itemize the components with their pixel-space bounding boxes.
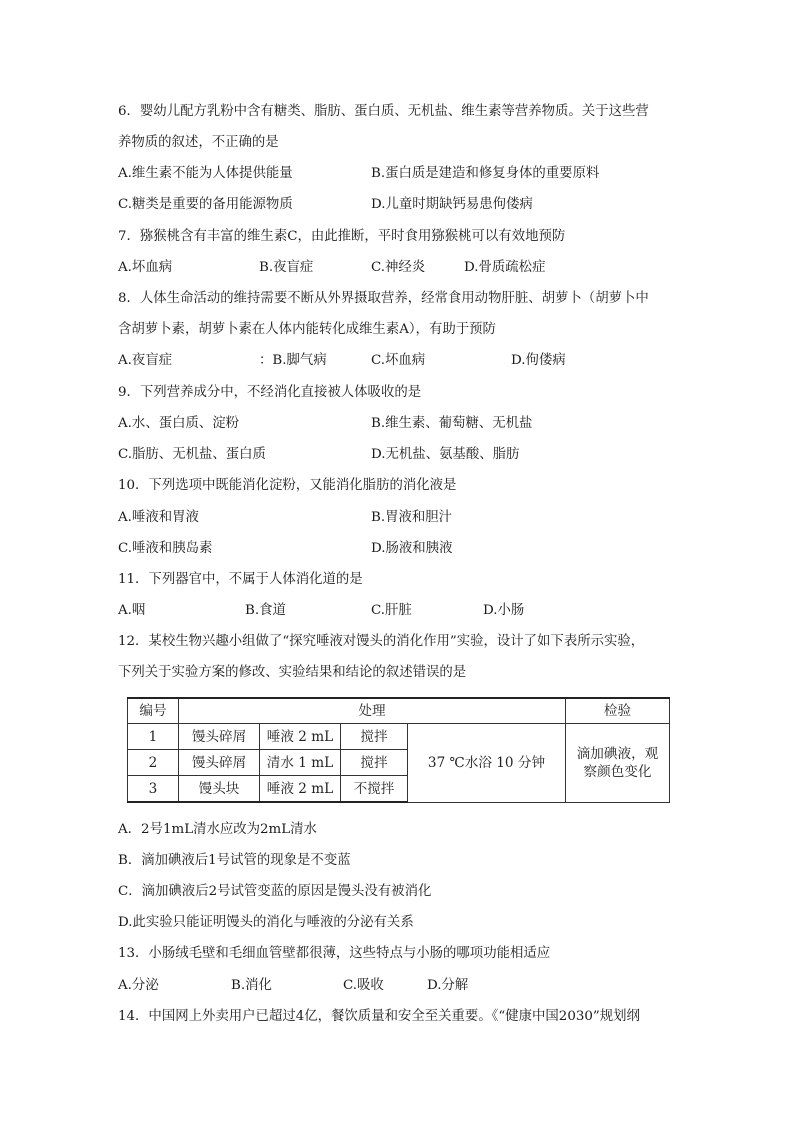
q12-option-a: A．2号1mL清水应改为2mL清水 <box>118 822 317 837</box>
row-number: 3 <box>128 776 179 803</box>
q6-option-c: C.糖类是重要的备用能源物质 <box>118 197 293 212</box>
q6-stem-line1: 6．婴幼儿配方乳粉中含有糖类、脂肪、蛋白质、无机盐、维生素等营养物质。关于这些营 <box>118 104 649 119</box>
q11-option-c: C.肝脏 <box>371 603 412 618</box>
q13-option-b: B.消化 <box>231 978 272 993</box>
q10-option-b: B.胃液和胆汁 <box>371 510 453 525</box>
row-food: 馒头碎屑 <box>179 724 260 750</box>
row-food: 馒头碎屑 <box>179 750 260 776</box>
row-stir: 搅拌 <box>341 750 408 776</box>
row-liquid: 唾液 2 mL <box>260 776 341 803</box>
q13-option-d: D.分解 <box>427 978 469 993</box>
check-line2: 察颜色变化 <box>583 763 652 780</box>
q10-option-c: C.唾液和胰岛素 <box>118 541 213 556</box>
q6-option-a: A.维生素不能为人体提供能量 <box>118 166 293 181</box>
q7-option-b: B.夜盲症 <box>259 260 314 275</box>
q9-option-d: D.无机盐、氨基酸、脂肪 <box>371 447 520 462</box>
header-number: 编号 <box>128 698 179 724</box>
row-food: 馒头块 <box>179 776 260 803</box>
q11-option-b: B.食道 <box>245 603 286 618</box>
q10-option-d: D.肠液和胰液 <box>371 541 453 556</box>
q6-option-b: B.蛋白质是建造和修复身体的重要原料 <box>371 166 600 181</box>
q6-option-d: D.儿童时期缺钙易患佝偻病 <box>371 197 533 212</box>
q10-stem: 10．下列选项中既能消化淀粉，又能消化脂肪的消化液是 <box>118 478 457 493</box>
q12-stem-line1: 12．某校生物兴趣小组做了“探究唾液对馒头的消化作用”实验，设计了如下表所示实验， <box>118 634 645 649</box>
row-stir: 不搅拌 <box>341 776 408 803</box>
q12-option-d: D.此实验只能证明馒头的消化与唾液的分泌有关系 <box>118 915 414 930</box>
experiment-table <box>127 697 670 803</box>
q7-stem: 7．猕猴桃含有丰富的维生素C，由此推断，平时食用猕猴桃可以有效地预防 <box>118 229 566 244</box>
table-header-row <box>128 698 670 724</box>
q12-option-b: B．滴加碘液后1号试管的现象是不变蓝 <box>118 853 351 868</box>
q9-option-a: A.水、蛋白质、淀粉 <box>118 416 240 431</box>
q9-option-b: B.维生素、葡萄糖、无机盐 <box>371 416 533 431</box>
q13-stem: 13．小肠绒毛壁和毛细血管壁都很薄，这些特点与小肠的哪项功能相适应 <box>118 946 551 961</box>
q12-stem-line2: 下列关于实验方案的修改、实验结果和结论的叙述错误的是 <box>118 665 467 680</box>
row-liquid: 唾液 2 mL <box>260 724 341 750</box>
check-line1: 滴加碘液，观 <box>576 745 659 762</box>
q7-option-c: C.神经炎 <box>371 260 426 275</box>
check-cell <box>566 724 670 803</box>
q7-option-a: A.坏血病 <box>118 260 173 275</box>
q11-option-d: D.小肠 <box>483 603 525 618</box>
q11-stem: 11．下列器官中，不属于人体消化道的是 <box>118 572 363 587</box>
q8-stem-line1: 8．人体生命活动的维持需要不断从外界摄取营养，经常食用动物肝脏、胡萝卜（胡萝卜中 <box>118 291 649 306</box>
q8-option-c: C.坏血病 <box>371 353 426 368</box>
header-treatment: 处理 <box>179 698 566 724</box>
q8-option-a: A.夜盲症 <box>118 353 173 368</box>
q13-option-a: A.分泌 <box>118 978 159 993</box>
q7-option-d: D.骨质疏松症 <box>464 260 546 275</box>
q13-option-c: C.吸收 <box>343 978 384 993</box>
header-check: 检验 <box>566 698 670 724</box>
q14-stem: 14．中国网上外卖用户已超过4亿，餐饮质量和安全至关重要。《“健康中国2030”规划纲 <box>118 1009 640 1024</box>
water-bath-cell: 37 ℃水浴 10 分钟 <box>408 724 566 803</box>
row-stir: 搅拌 <box>341 724 408 750</box>
q12-option-c: C．滴加碘液后2号试管变蓝的原因是馒头没有被消化 <box>118 884 432 899</box>
q10-option-a: A.唾液和胃液 <box>118 510 199 525</box>
q11-option-a: A.咽 <box>118 603 146 618</box>
q9-option-c: C.脂肪、无机盐、蛋白质 <box>118 447 266 462</box>
q8-option-b: ：B.脚气病 <box>259 353 327 368</box>
q8-stem-line2: 含胡萝卜素，胡萝卜素在人体内能转化成维生素A），有助于预防 <box>118 322 496 337</box>
q9-stem: 9．下列营养成分中，不经消化直接被人体吸收的是 <box>118 385 422 400</box>
row-liquid: 清水 1 mL <box>260 750 341 776</box>
table-row <box>128 724 670 750</box>
q6-stem-line2: 养物质的叙述，不正确的是 <box>118 135 279 150</box>
q8-option-d: D.佝偻病 <box>511 353 566 368</box>
row-number: 2 <box>128 750 179 776</box>
row-number: 1 <box>128 724 179 750</box>
